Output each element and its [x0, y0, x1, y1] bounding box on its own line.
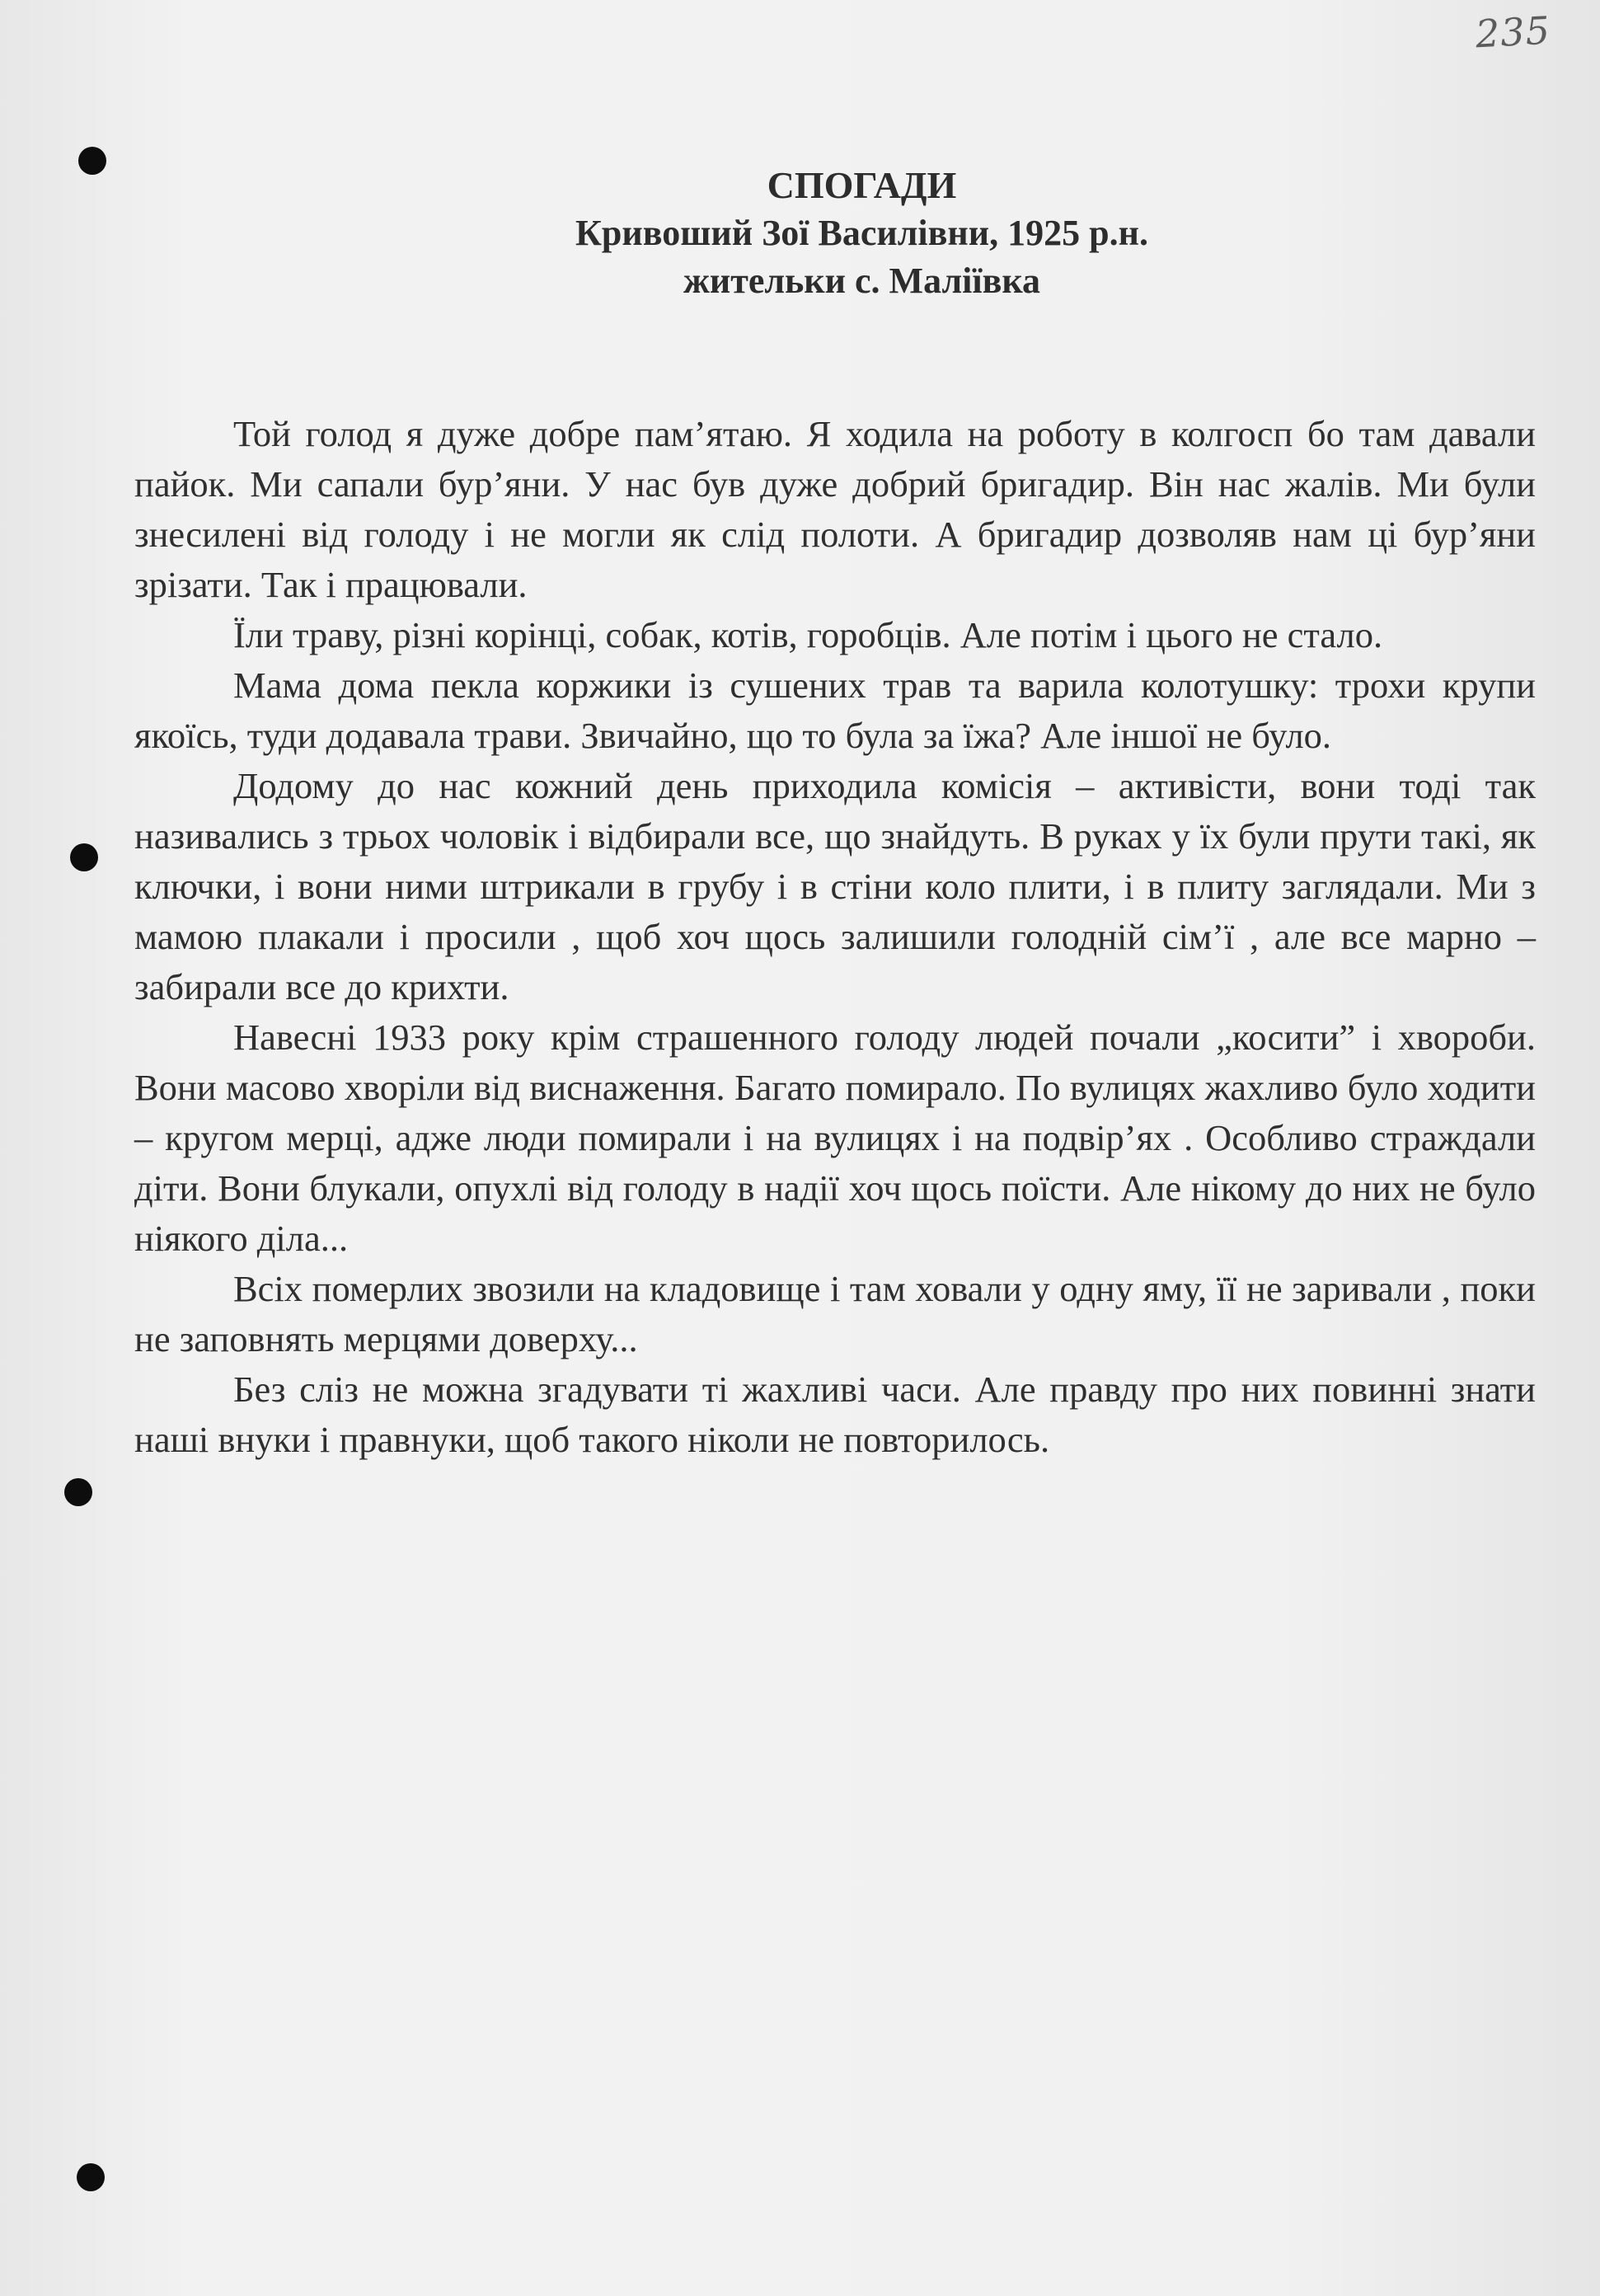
- document-title: СПОГАДИ: [767, 164, 957, 206]
- paragraph: Їли траву, різні корінці, собак, котів, горобців. Але потім і цього не стало.: [233, 614, 1383, 655]
- punch-hole-icon: [77, 2163, 105, 2191]
- paragraph: Без сліз не можна згадувати ті жахливі часи. Але правду про них повинні знати наші внуки і правнуки, щоб такого ніколи не повторилось.: [134, 1369, 1536, 1460]
- punch-hole-icon: [64, 1478, 92, 1506]
- paragraph: Всіх померлих звозили на кладовище і там ховали у одну яму, її не заривали , поки не заповнять мерцями доверху...: [134, 1268, 1536, 1359]
- document-subtitle: Кривоший Зої Василівни, 1925 р.н.: [575, 213, 1148, 253]
- document-residence: жительки с. Маліївка: [683, 261, 1041, 301]
- paragraph: Навесні 1933 року крім страшенного голоду людей почали „косити” і хвороби. Вони масово хворіли від виснаження. Багато помирало. По вулицях жахливо було ходити – кругом мерці, адже люди помирали і на вулицях і на подвір’ях . Особливо страждали діти. Вони блукали, опухлі від голоду в надії хоч щось поїсти. Але нікому до них не було ніякого діла...: [134, 1017, 1536, 1259]
- document-body: [134, 409, 1536, 1465]
- paragraph: Мама дома пекла коржики із сушених трав та варила колотушку: трохи крупи якоїсь, туди додавала трави. Звичайно, що то була за їжа? Але іншої не було.: [134, 664, 1536, 756]
- paragraph: Той голод я дуже добре пам’ятаю. Я ходила на роботу в колгосп бо там давали пайок. Ми сапали бур’яни. У нас був дуже добрий бригадир. Він нас жалів. Ми були знесилені від голоду і не могли як слід полоти. А бригадир дозволяв нам ці бур’яни зрізати. Так і працювали.: [134, 413, 1536, 605]
- paragraph: Додому до нас кожний день приходила комісія – активісти, вони тоді так називались з трьох чоловік і відбирали все, що знайдуть. В руках у їх були прути такі, як ключки, і вони ними штрикали в грубу і в стіни коло плити, і в плиту заглядали. Ми з мамою плакали і просили , щоб хоч щось залишили голодній сім’ї , але все марно – забирали все до крихти.: [134, 765, 1536, 1007]
- page-number: 235: [1474, 7, 1552, 57]
- document-header: [0, 162, 1600, 305]
- punch-hole-icon: [70, 843, 98, 871]
